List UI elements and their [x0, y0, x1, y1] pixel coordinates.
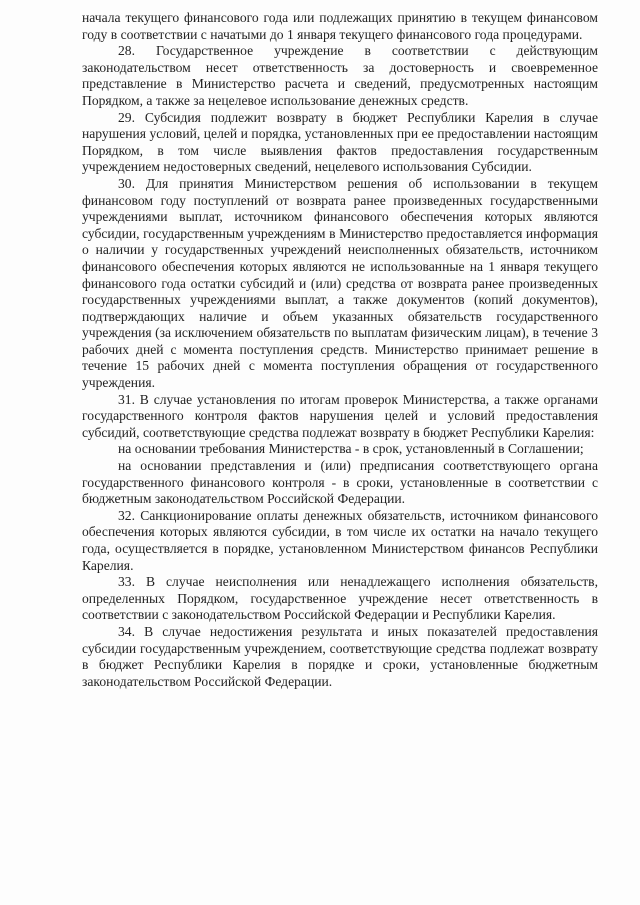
paragraph-31-item-1: на основании требования Министерства - в срок, установленный в Соглашении;: [118, 441, 584, 457]
paragraph-31-item-2: на основании представления и (или) предписания соответствующего органа государственного финансового контроля - в сроки, установленные в соответствии с бюджетным законодательством Российской Федерации.: [82, 458, 598, 507]
paragraph-30: 30. Для принятия Министерством решения об использовании в текущем финансовом году поступлений от возврата ранее произведенных государственными учреждениями выплат, источником финансового обеспечения которых являются субсидии, государственным учреждениям в Министерство предоставляется информация о наличии у государственных учреждений неисполненных обязательств, источником финансового обеспечения которых являются не использованные на 1 января текущего финансового года остатки субсидий и (или) средства от возврата ранее произведенных государственных учреждениями выплат, а также документов (копий документов), подтверждающих наличие и объем указанных обязательств государственного учреждения (за исключением обязательств по выплатам физическим лицам), в течение 3 рабочих дней с момента поступления средств. Министерство принимает решение в течение 15 рабочих дней с момента поступления обращения от государственного учреждения.: [82, 175, 598, 391]
paragraph-28: 28. Государственное учреждение в соответствии с действующим законодательством несет ответственность за достоверность и своевременное представление в Министерство расчета и сведений, предусмотренных настоящим Порядком, а также за нецелевое использование денежных средств.: [82, 43, 598, 108]
paragraph-31: 31. В случае установления по итогам проверок Министерства, а также органами государственного контроля фактов нарушения целей и условий предоставления субсидий, соответствующие средства подлежат возврату в бюджет Республики Карелия:: [82, 391, 598, 440]
paragraph-32: 32. Санкционирование оплаты денежных обязательств, источником финансового обеспечения которых являются субсидии, в том числе их остатки на начало текущего года, осуществляется в порядке, установленном Министерством финансов Республики Карелия.: [82, 507, 598, 573]
paragraph-33: 33. В случае неисполнения или ненадлежащего исполнения обязательств, определенных Порядком, государственное учреждение несет ответственность в соответствии с законодательством Российской Федерации и Республики Карелия.: [82, 574, 598, 623]
paragraph-29: 29. Субсидия подлежит возврату в бюджет Республики Карелия в случае нарушения условий, целей и порядка, установленных при ее предоставлении настоящим Порядком, в том числе выявления фактов предоставления государственным учреждением недостоверных сведений, нецелевого использования Субсидии.: [82, 109, 598, 175]
paragraph-continuation: начала текущего финансового года или подлежащих принятию в текущем финансовом году в соответствии с начатыми до 1 января текущего финансового года процедурами.: [82, 10, 598, 42]
paragraph-34: 34. В случае недостижения результата и иных показателей предоставления субсидии государственным учреждением, соответствующие средства подлежат возврату в бюджет Республики Карелия в порядке и сроки, установленные бюджетным законодательством Российской Федерации.: [82, 623, 598, 689]
document-body: [82, 10, 598, 690]
